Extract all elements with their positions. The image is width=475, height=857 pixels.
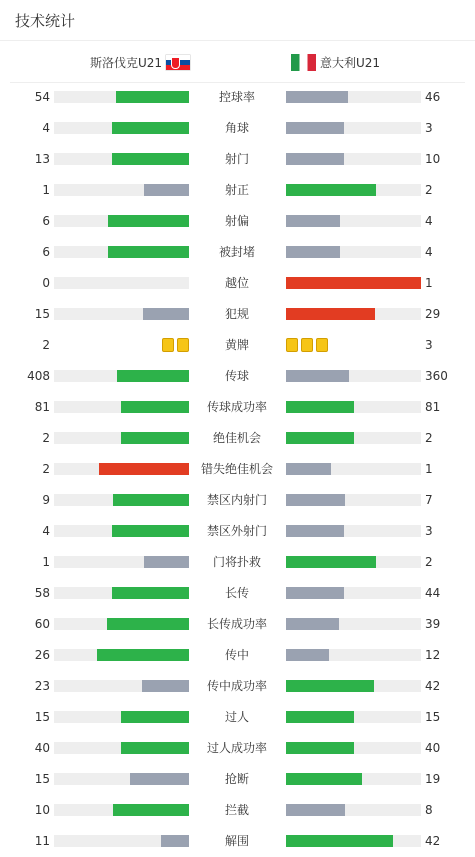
away-stat-value: 81 <box>425 400 441 414</box>
away-stat-bar <box>286 308 375 320</box>
home-stat-value: 58 <box>34 586 50 600</box>
away-stat-bar <box>286 711 354 723</box>
home-team-name: 斯洛伐克U21 <box>89 55 162 70</box>
home-stat-value: 0 <box>42 276 50 290</box>
away-stat-bar-track <box>286 277 421 289</box>
home-stat-bar <box>142 680 189 692</box>
stat-row <box>0 242 475 262</box>
home-stat-bar <box>107 618 189 630</box>
away-stat-bar <box>286 618 339 630</box>
home-stat-bar-track <box>54 556 189 568</box>
away-stat-bar <box>286 184 376 196</box>
away-stat-bar <box>286 525 344 537</box>
stat-label: 过人成功率 <box>206 741 267 755</box>
away-stat-value: 7 <box>425 493 433 507</box>
header-divider <box>10 82 465 83</box>
stat-label: 传中 <box>224 648 249 662</box>
italy-flag-icon <box>291 54 316 71</box>
stat-label: 传球成功率 <box>206 400 267 414</box>
away-stat-bar-track <box>286 308 421 320</box>
away-stat-bar <box>286 556 376 568</box>
home-stat-value: 54 <box>34 90 50 104</box>
stat-row <box>0 645 475 665</box>
stat-row <box>0 552 475 572</box>
away-stat-value: 39 <box>425 617 441 631</box>
away-stat-value: 3 <box>425 121 433 135</box>
away-stat-bar-track <box>286 494 421 506</box>
home-stat-bar <box>108 246 189 258</box>
stat-label: 错失绝佳机会 <box>200 462 273 476</box>
home-stat-bar-track <box>54 494 189 506</box>
away-stat-bar <box>286 742 354 754</box>
home-yellow-cards <box>162 338 189 352</box>
home-stat-bar-track <box>54 525 189 537</box>
away-stat-bar <box>286 587 344 599</box>
home-stat-value: 15 <box>34 307 50 321</box>
yellow-card-icon <box>316 338 328 352</box>
away-stat-bar-track <box>286 835 421 847</box>
away-stat-value: 360 <box>425 369 448 383</box>
title-divider <box>0 40 475 41</box>
away-stat-bar <box>286 277 421 289</box>
stat-label: 过人 <box>224 710 249 724</box>
away-stat-bar-track <box>286 742 421 754</box>
home-stat-bar-track <box>54 308 189 320</box>
away-stat-bar-track <box>286 401 421 413</box>
home-stat-bar-track <box>54 401 189 413</box>
away-stat-bar <box>286 463 331 475</box>
stat-row <box>0 273 475 293</box>
away-stat-bar-track <box>286 246 421 258</box>
home-stat-bar-track <box>54 711 189 723</box>
away-stat-value: 8 <box>425 803 433 817</box>
stat-label: 长传成功率 <box>206 617 267 631</box>
away-stat-bar-track <box>286 153 421 165</box>
yellow-card-icon <box>286 338 298 352</box>
home-stat-bar <box>112 525 189 537</box>
home-stat-bar <box>144 556 189 568</box>
home-stat-value: 15 <box>34 772 50 786</box>
home-stat-value: 6 <box>42 245 50 259</box>
away-stat-bar <box>286 370 349 382</box>
stat-label: 控球率 <box>218 90 255 104</box>
away-stat-bar-track <box>286 711 421 723</box>
home-stat-bar <box>112 587 189 599</box>
stat-row <box>0 800 475 820</box>
stat-label: 解围 <box>224 834 249 848</box>
away-stat-value: 12 <box>425 648 441 662</box>
away-stat-value: 42 <box>425 679 441 693</box>
away-stat-bar-track <box>286 525 421 537</box>
away-stat-bar <box>286 494 345 506</box>
home-stat-bar <box>144 184 189 196</box>
away-stat-value: 4 <box>425 245 433 259</box>
home-stat-bar <box>161 835 189 847</box>
stat-label: 被封堵 <box>218 245 255 259</box>
stat-row <box>0 335 475 355</box>
home-stat-bar-track <box>54 432 189 444</box>
home-stat-bar <box>116 91 189 103</box>
stat-row <box>0 831 475 851</box>
away-stat-value: 10 <box>425 152 441 166</box>
away-stat-bar-track <box>286 215 421 227</box>
away-stat-bar <box>286 804 345 816</box>
stat-label: 传球 <box>224 369 249 383</box>
stat-label: 禁区外射门 <box>206 524 267 538</box>
away-stat-value: 42 <box>425 834 441 848</box>
away-stat-value: 44 <box>425 586 441 600</box>
home-stat-value: 15 <box>34 710 50 724</box>
home-stat-bar-track <box>54 370 189 382</box>
home-stat-bar-track <box>54 649 189 661</box>
stat-row <box>0 459 475 479</box>
home-team-header <box>90 52 190 72</box>
stat-label: 传中成功率 <box>206 679 267 693</box>
away-stat-value: 3 <box>425 338 433 352</box>
home-stat-value: 2 <box>42 431 50 445</box>
stat-label: 角球 <box>224 121 249 135</box>
stat-row <box>0 180 475 200</box>
home-stat-bar-track <box>54 773 189 785</box>
away-stat-bar <box>286 246 340 258</box>
stat-row <box>0 428 475 448</box>
away-stat-bar-track <box>286 680 421 692</box>
stat-row <box>0 87 475 107</box>
stat-label: 拦截 <box>224 803 249 817</box>
away-team-name: 意大利U21 <box>320 55 381 70</box>
away-stat-bar-track <box>286 618 421 630</box>
home-stat-bar-track <box>54 246 189 258</box>
home-stat-value: 4 <box>42 121 50 135</box>
away-stat-value: 19 <box>425 772 441 786</box>
away-stat-bar-track <box>286 556 421 568</box>
stat-row <box>0 583 475 603</box>
home-stat-bar <box>130 773 189 785</box>
home-stat-bar-track <box>54 153 189 165</box>
home-stat-bar <box>121 742 189 754</box>
away-stat-value: 3 <box>425 524 433 538</box>
home-stat-bar <box>117 370 189 382</box>
yellow-card-icon <box>301 338 313 352</box>
away-stat-value: 40 <box>425 741 441 755</box>
home-stat-bar-track <box>54 184 189 196</box>
stat-label: 禁区内射门 <box>206 493 267 507</box>
away-stat-value: 29 <box>425 307 441 321</box>
away-stat-bar <box>286 215 340 227</box>
away-stat-bar-track <box>286 91 421 103</box>
away-stat-bar-track <box>286 184 421 196</box>
stat-row <box>0 614 475 634</box>
away-stat-value: 1 <box>425 276 433 290</box>
stat-row <box>0 397 475 417</box>
home-stat-bar-track <box>54 742 189 754</box>
away-stat-bar-track <box>286 587 421 599</box>
yellow-card-icon <box>177 338 189 352</box>
home-stat-bar-track <box>54 804 189 816</box>
stat-label: 长传 <box>224 586 249 600</box>
home-stat-value: 1 <box>42 555 50 569</box>
stat-label: 越位 <box>224 276 249 290</box>
away-yellow-cards <box>286 338 328 352</box>
stat-row <box>0 211 475 231</box>
home-stat-bar <box>143 308 189 320</box>
home-stat-value: 9 <box>42 493 50 507</box>
home-stat-bar <box>112 153 189 165</box>
stat-label: 射正 <box>224 183 249 197</box>
away-stat-value: 2 <box>425 555 433 569</box>
away-stat-bar <box>286 649 329 661</box>
away-stat-bar-track <box>286 370 421 382</box>
away-stat-bar <box>286 835 393 847</box>
away-stat-value: 1 <box>425 462 433 476</box>
stat-row <box>0 769 475 789</box>
away-stat-bar <box>286 680 374 692</box>
away-stat-bar-track <box>286 463 421 475</box>
away-stat-bar <box>286 91 348 103</box>
home-stat-value: 13 <box>34 152 50 166</box>
away-stat-value: 2 <box>425 183 433 197</box>
home-stat-bar <box>121 401 189 413</box>
away-stat-bar-track <box>286 804 421 816</box>
stat-label: 门将扑救 <box>212 555 261 569</box>
home-stat-bar-track <box>54 680 189 692</box>
yellow-card-icon <box>162 338 174 352</box>
away-stat-value: 2 <box>425 431 433 445</box>
home-stat-value: 2 <box>42 462 50 476</box>
home-stat-value: 6 <box>42 214 50 228</box>
away-stat-bar-track <box>286 773 421 785</box>
home-stat-value: 26 <box>34 648 50 662</box>
stat-label: 黄牌 <box>224 338 249 352</box>
home-stat-bar <box>108 215 189 227</box>
home-stat-bar-track <box>54 215 189 227</box>
home-stat-value: 11 <box>34 834 50 848</box>
home-stat-value: 408 <box>27 369 50 383</box>
away-stat-bar <box>286 773 362 785</box>
stat-row <box>0 366 475 386</box>
away-stat-bar-track <box>286 122 421 134</box>
stat-row <box>0 149 475 169</box>
stat-row <box>0 707 475 727</box>
away-stat-bar <box>286 153 344 165</box>
home-stat-value: 40 <box>34 741 50 755</box>
home-stat-value: 23 <box>34 679 50 693</box>
home-stat-value: 60 <box>34 617 50 631</box>
home-stat-value: 1 <box>42 183 50 197</box>
stat-row <box>0 676 475 696</box>
home-stat-bar <box>121 432 189 444</box>
home-stat-bar <box>99 463 189 475</box>
home-stat-bar-track <box>54 122 189 134</box>
home-stat-value: 4 <box>42 524 50 538</box>
stat-row <box>0 118 475 138</box>
stat-label: 射偏 <box>224 214 249 228</box>
home-stat-bar <box>97 649 189 661</box>
away-stat-bar <box>286 122 344 134</box>
stat-label: 抢断 <box>224 772 249 786</box>
stat-row <box>0 304 475 324</box>
stat-row <box>0 521 475 541</box>
away-team-header <box>291 52 380 72</box>
away-stat-value: 46 <box>425 90 441 104</box>
home-stat-bar-track <box>54 587 189 599</box>
stat-row <box>0 490 475 510</box>
stat-label: 射门 <box>224 152 249 166</box>
home-stat-value: 81 <box>34 400 50 414</box>
away-stat-bar <box>286 432 354 444</box>
slovakia-flag-icon <box>166 55 190 70</box>
home-stat-value: 10 <box>34 803 50 817</box>
away-stat-bar-track <box>286 432 421 444</box>
home-stat-bar-track <box>54 835 189 847</box>
home-stat-bar-track <box>54 277 189 289</box>
away-stat-value: 4 <box>425 214 433 228</box>
home-stat-bar <box>113 494 189 506</box>
away-stat-bar <box>286 401 354 413</box>
page-title: 技术统计 <box>15 12 76 30</box>
home-stat-bar-track <box>54 618 189 630</box>
stat-label: 绝佳机会 <box>212 431 261 445</box>
stat-row <box>0 738 475 758</box>
home-stat-value: 2 <box>42 338 50 352</box>
home-stat-bar <box>121 711 189 723</box>
home-stat-bar <box>113 804 189 816</box>
home-stat-bar-track <box>54 463 189 475</box>
away-stat-bar-track <box>286 649 421 661</box>
stat-label: 犯规 <box>224 307 249 321</box>
home-stat-bar <box>112 122 189 134</box>
home-stat-bar-track <box>54 91 189 103</box>
away-stat-value: 15 <box>425 710 441 724</box>
